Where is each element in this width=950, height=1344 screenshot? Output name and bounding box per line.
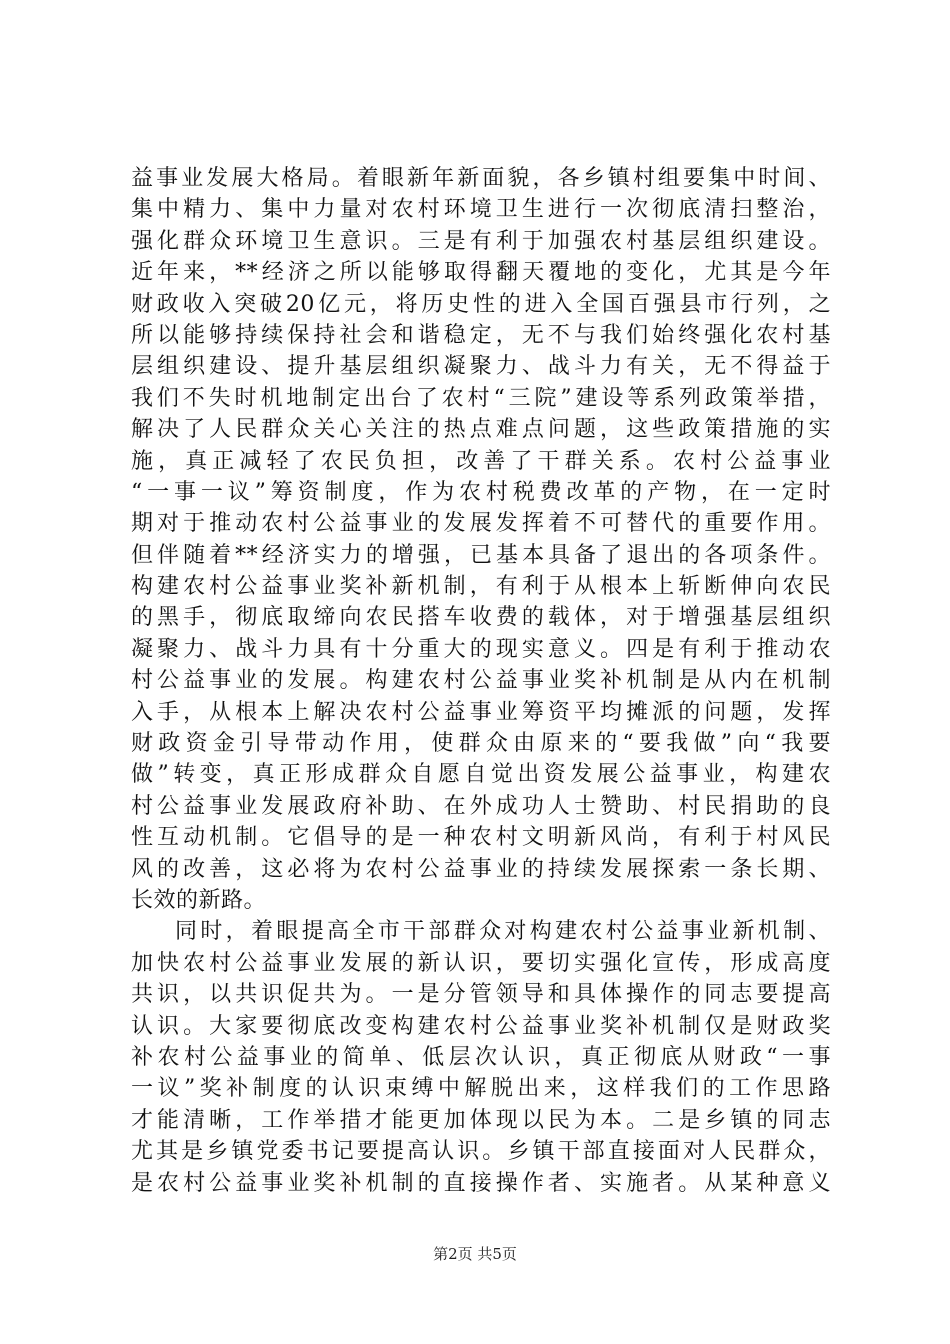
text-line: 的黑手，彻底取缔向农民搭车收费的载体，对于增强基层组织	[131, 605, 831, 631]
text-line: 财政收入突破20亿元，将历史性的进入全国百强县市行列，之	[131, 291, 831, 317]
text-line: 所以能够持续保持社会和谐稳定，无不与我们始终强化农村基	[131, 322, 831, 348]
text-line: 我们不失时机地制定出台了农村“三院”建设等系列政策举措，	[131, 385, 831, 411]
text-line: 尤其是乡镇党委书记要提高认识。乡镇干部直接面对人民群众，	[131, 1139, 831, 1165]
text-line: 凝聚力、战斗力具有十分重大的现实意义。四是有利于推动农	[131, 636, 831, 662]
text-line: 才能清晰，工作举措才能更加体现以民为本。二是乡镇的同志	[131, 1107, 831, 1133]
document-body	[131, 163, 831, 1199]
text-line: 但伴随着**经济实力的增强，已基本具备了退出的各项条件。	[131, 542, 831, 568]
paragraph-first-line: 同时，着眼提高全市干部群众对构建农村公益事业新机制、	[175, 919, 831, 945]
text-line: 财政资金引导带动作用，使群众由原来的“要我做”向“我要	[131, 731, 831, 757]
text-line: 解决了人民群众关心关注的热点难点问题，这些政策措施的实	[131, 417, 831, 443]
text-line: 近年来，**经济之所以能够取得翻天覆地的变化，尤其是今年	[131, 260, 831, 286]
text-line: 集中精力、集中力量对农村环境卫生进行一次彻底清扫整治，	[131, 197, 831, 223]
text-line: 做”转变，真正形成群众自愿自觉出资发展公益事业，构建农	[131, 762, 831, 788]
text-line: 村公益事业发展政府补助、在外成功人士赞助、村民捐助的良	[131, 793, 831, 819]
page-number-label: 第2页 共5页	[433, 1245, 517, 1263]
text-line: 期对于推动农村公益事业的发展发挥着不可替代的重要作用。	[131, 511, 831, 537]
text-line: 共识，以共识促共为。一是分管领导和具体操作的同志要提高	[131, 982, 831, 1008]
text-line: “一事一议”筹资制度，作为农村税费改革的产物，在一定时	[131, 479, 831, 505]
paragraph-last-line: 长效的新路。	[131, 887, 267, 913]
text-line: 风的改善，这必将为农村公益事业的持续发展探索一条长期、	[131, 856, 831, 882]
text-line: 层组织建设、提升基层组织凝聚力、战斗力有关，无不得益于	[131, 354, 831, 380]
text-line: 益事业发展大格局。着眼新年新面貌，各乡镇村组要集中时间、	[131, 166, 831, 191]
text-line: 强化群众环境卫生意识。三是有利于加强农村基层组织建设。	[131, 228, 831, 254]
text-line: 一议”奖补制度的认识束缚中解脱出来，这样我们的工作思路	[131, 1076, 831, 1102]
text-line: 村公益事业的发展。构建农村公益事业奖补机制是从内在机制	[131, 668, 831, 694]
text-line: 是农村公益事业奖补机制的直接操作者、实施者。从某种意义	[131, 1170, 831, 1196]
text-line: 认识。大家要彻底改变构建农村公益事业奖补机制仅是财政奖	[131, 1013, 831, 1039]
text-line: 入手，从根本上解决农村公益事业筹资平均摊派的问题，发挥	[131, 699, 831, 725]
page-footer	[0, 1244, 950, 1264]
text-line: 补农村公益事业的简单、低层次认识，真正彻底从财政“一事	[131, 1044, 831, 1070]
text-line: 加快农村公益事业发展的新认识，要切实强化宣传，形成高度	[131, 950, 831, 976]
text-line: 构建农村公益事业奖补新机制，有利于从根本上斩断伸向农民	[131, 574, 831, 600]
text-line: 性互动机制。它倡导的是一种农村文明新风尚，有利于村风民	[131, 825, 831, 851]
text-line: 施，真正减轻了农民负担，改善了干群关系。农村公益事业	[131, 448, 831, 474]
